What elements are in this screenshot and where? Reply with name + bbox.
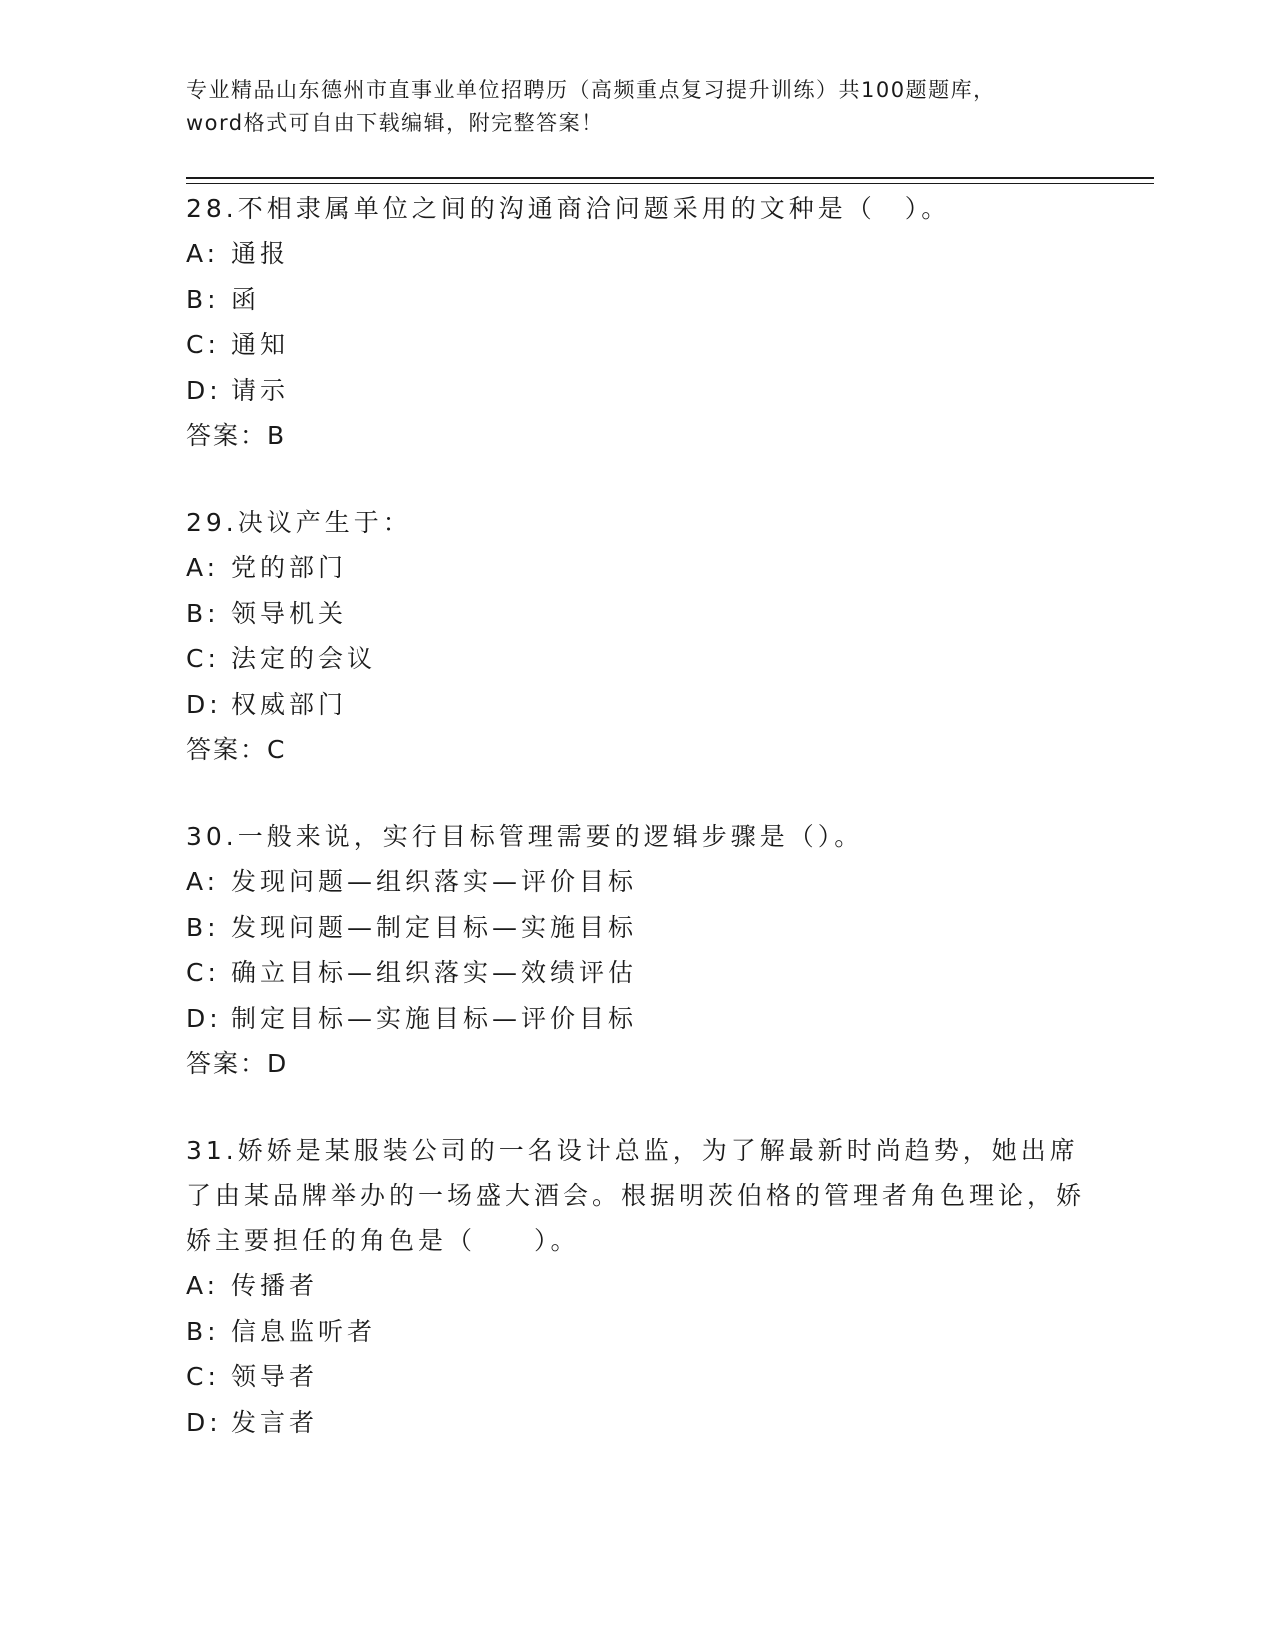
option-text: 函 [231, 284, 261, 314]
option-key: B: [186, 912, 220, 942]
question-28 [186, 186, 1086, 458]
option-key: D: [186, 689, 222, 719]
option-text: 领导机关 [231, 598, 348, 628]
option-text: 制定目标—实施目标—评价目标 [231, 1003, 638, 1033]
option-key: B: [186, 598, 220, 628]
question-29 [186, 500, 1086, 772]
option-key: C: [186, 330, 220, 359]
option-a [186, 545, 1086, 591]
question-30 [186, 814, 1086, 1086]
option-text: 传播者 [231, 1271, 319, 1300]
option-c [186, 950, 1086, 996]
option-key: D: [186, 375, 222, 405]
option-key: B: [186, 1316, 220, 1346]
option-d [186, 1400, 1086, 1446]
option-a [186, 231, 1086, 277]
answer-line: 答案：D [186, 1049, 289, 1078]
question-stem: 29.决议产生于： [186, 508, 412, 537]
option-a [186, 859, 1086, 905]
option-b [186, 591, 1086, 637]
option-key: A: [186, 867, 220, 896]
option-c [186, 636, 1086, 682]
question-stem: 30.一般来说，实行目标管理需要的逻辑步骤是（）。 [186, 822, 864, 851]
option-text: 权威部门 [231, 689, 348, 719]
option-text: 发言者 [231, 1407, 319, 1437]
option-text: 发现问题—制定目标—实施目标 [231, 912, 638, 942]
option-key: C: [186, 644, 220, 673]
option-d [186, 682, 1086, 728]
option-d [186, 996, 1086, 1042]
option-key: B: [186, 284, 220, 314]
option-b [186, 277, 1086, 323]
option-key: A: [186, 1271, 220, 1300]
question-list [186, 186, 1086, 1487]
option-key: A: [186, 553, 220, 582]
option-key: C: [186, 958, 220, 987]
option-text: 领导者 [231, 1362, 319, 1391]
option-key: D: [186, 1407, 222, 1437]
answer-line: 答案：C [186, 735, 287, 764]
option-c [186, 1354, 1086, 1400]
option-text: 请示 [231, 375, 290, 405]
question-stem: 31.娇娇是某服装公司的一名设计总监，为了解最新时尚趋势，她出席了由某品牌举办的一场盛大酒会。根据明茨伯格的管理者角色理论，娇娇主要担任的角色是（ ）。 [186, 1136, 1086, 1255]
option-key: C: [186, 1362, 220, 1391]
option-b [186, 905, 1086, 951]
option-c [186, 322, 1086, 368]
option-key: A: [186, 239, 220, 268]
answer-line: 答案：B [186, 421, 287, 450]
option-text: 确立目标—组织落实—效绩评估 [231, 958, 638, 987]
option-a [186, 1263, 1086, 1309]
document-header: 专业精品山东德州市直事业单位招聘历（高频重点复习提升训练）共100题题库，word格式可自由下载编辑，附完整答案！ [186, 78, 996, 135]
header-divider-thin [186, 183, 1154, 184]
option-text: 信息监听者 [231, 1316, 377, 1346]
option-text: 通报 [231, 239, 290, 268]
header-divider-thick [186, 177, 1154, 179]
option-key: D: [186, 1003, 222, 1033]
question-31 [186, 1128, 1086, 1445]
option-text: 发现问题—组织落实—评价目标 [231, 867, 638, 896]
option-d [186, 368, 1086, 414]
option-text: 党的部门 [231, 553, 348, 582]
option-b [186, 1309, 1086, 1355]
option-text: 法定的会议 [231, 644, 377, 673]
option-text: 通知 [231, 330, 290, 359]
question-stem: 28.不相隶属单位之间的沟通商洽问题采用的文种是（ ）。 [186, 194, 951, 223]
